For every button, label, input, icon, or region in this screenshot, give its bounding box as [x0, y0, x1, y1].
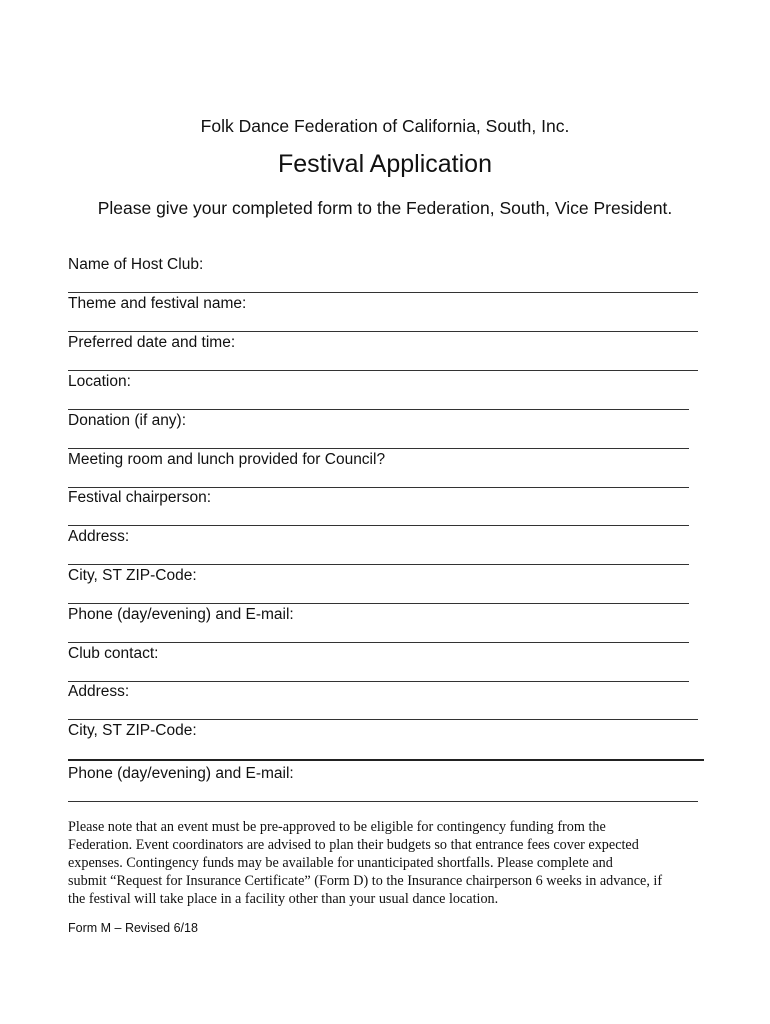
form-revision: Form M – Revised 6/18 [68, 921, 198, 935]
field-contact-address [68, 683, 698, 720]
field-label: Address: [68, 528, 130, 545]
field-chair-phone-email [68, 606, 689, 643]
fill-line[interactable] [68, 759, 704, 761]
field-donation [68, 412, 689, 449]
field-label: Meeting room and lunch provided for Council? [68, 451, 386, 468]
field-label: Phone (day/evening) and E-mail: [68, 765, 294, 782]
fill-line[interactable] [68, 603, 689, 604]
field-location [68, 373, 689, 410]
fill-line[interactable] [68, 642, 689, 643]
fill-line[interactable] [68, 370, 698, 371]
field-chair-address [68, 528, 689, 565]
field-label: Phone (day/evening) and E-mail: [68, 606, 294, 623]
field-label: Donation (if any): [68, 412, 187, 429]
organization-name: Folk Dance Federation of California, South, Inc. [200, 116, 570, 136]
field-date-time [68, 334, 698, 371]
form-title: Festival Application [277, 150, 492, 178]
field-label: City, ST ZIP-Code: [68, 567, 197, 584]
form-instruction: Please give your completed form to the Federation, South, Vice President. [97, 198, 673, 218]
field-meeting-room [68, 451, 689, 488]
fill-line[interactable] [68, 801, 698, 802]
fill-line[interactable] [68, 719, 698, 720]
field-label: Name of Host Club: [68, 256, 204, 273]
fill-line[interactable] [68, 525, 689, 526]
fill-line[interactable] [68, 448, 689, 449]
note-paragraph: Please note that an event must be pre-approved to be eligible for contingency funding from the Federation. Event coordinators are advised to plan their budgets so that entrance fees cover expected expenses. Contingency funds may be available for unanticipated shortfalls. Please complete and submit “Request for Insurance Certificate” (Form D) to the Insurance chairperson 6 weeks in advance, if the festival will take place in a facility other than your usual dance location. [68, 819, 663, 907]
field-label: Club contact: [68, 645, 159, 662]
field-chair-city-zip [68, 567, 689, 604]
field-chairperson [68, 489, 689, 526]
field-host-club [68, 256, 698, 293]
field-contact-phone-email [68, 765, 698, 802]
fill-line[interactable] [68, 564, 689, 565]
field-club-contact [68, 645, 689, 682]
fill-line[interactable] [68, 331, 698, 332]
field-label: Address: [68, 683, 130, 700]
field-contact-city-zip [68, 722, 698, 740]
fill-line[interactable] [68, 409, 689, 410]
field-label: City, ST ZIP-Code: [68, 722, 197, 739]
field-label: Festival chairperson: [68, 489, 212, 506]
field-label: Theme and festival name: [68, 295, 247, 312]
field-theme-name [68, 295, 698, 332]
field-label: Location: [68, 373, 131, 390]
fill-line[interactable] [68, 292, 698, 293]
fill-line[interactable] [68, 681, 689, 682]
field-label: Preferred date and time: [68, 334, 236, 351]
fill-line[interactable] [68, 487, 689, 488]
